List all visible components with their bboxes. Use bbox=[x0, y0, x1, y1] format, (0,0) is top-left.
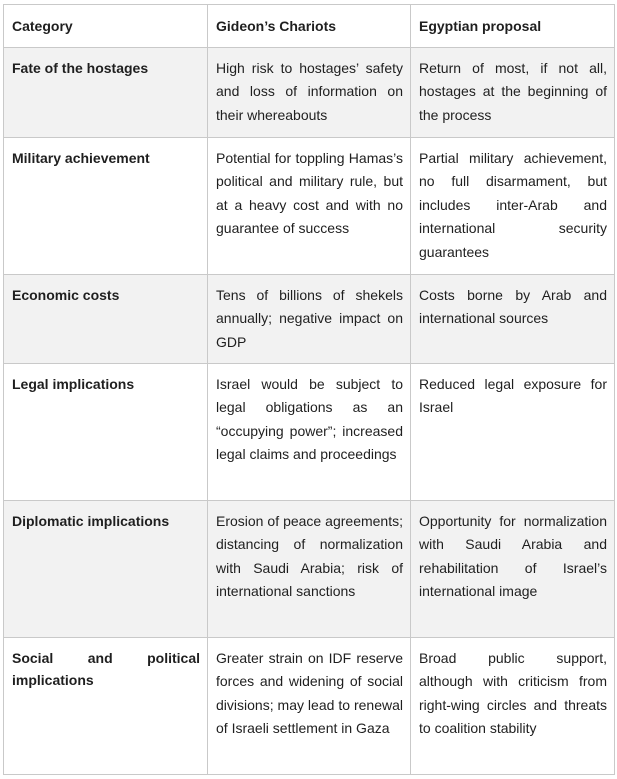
table-row bbox=[4, 637, 615, 774]
row-egyptian-cell: Costs borne by Arab and international sources bbox=[411, 274, 615, 363]
row-egyptian-cell: Opportunity for normalization with Saudi Arabia and rehabilitation of Israel’s international image bbox=[411, 500, 615, 637]
comparison-table bbox=[3, 4, 615, 775]
row-category: Social and political implications bbox=[4, 637, 208, 774]
row-category: Military achievement bbox=[4, 137, 208, 274]
row-egyptian-cell: Return of most, if not all, hostages at the beginning of the process bbox=[411, 47, 615, 137]
table-row bbox=[4, 274, 615, 363]
row-category: Legal implications bbox=[4, 363, 208, 500]
table-row bbox=[4, 363, 615, 500]
row-egyptian-cell: Partial military achievement, no full disarmament, but includes inter-Arab and international security guarantees bbox=[411, 137, 615, 274]
row-egyptian-cell: Reduced legal exposure for Israel bbox=[411, 363, 615, 500]
row-gideon-cell: High risk to hostages’ safety and loss of information on their whereabouts bbox=[208, 47, 411, 137]
row-egyptian-cell: Broad public support, although with criticism from right-wing circles and threats to coalition stability bbox=[411, 637, 615, 774]
row-gideon-cell: Greater strain on IDF reserve forces and widening of social divisions; may lead to renewal of Israeli settlement in Gaza bbox=[208, 637, 411, 774]
row-category: Economic costs bbox=[4, 274, 208, 363]
row-gideon-cell: Israel would be subject to legal obligations as an “occupying power”; increased legal claims and proceedings bbox=[208, 363, 411, 500]
row-gideon-cell: Tens of billions of shekels annually; negative impact on GDP bbox=[208, 274, 411, 363]
comparison-table-wrapper bbox=[3, 4, 614, 775]
table-row bbox=[4, 500, 615, 637]
row-gideon-cell: Erosion of peace agreements; distancing of normalization with Saudi Arabia; risk of international sanctions bbox=[208, 500, 411, 637]
row-category: Diplomatic implications bbox=[4, 500, 208, 637]
header-gideons-chariots: Gideon’s Chariots bbox=[208, 5, 411, 48]
table-row bbox=[4, 137, 615, 274]
row-gideon-cell: Potential for toppling Hamas’s political and military rule, but at a heavy cost and with no guarantee of success bbox=[208, 137, 411, 274]
header-egyptian-proposal: Egyptian proposal bbox=[411, 5, 615, 48]
table-header-row bbox=[4, 5, 615, 48]
row-category: Fate of the hostages bbox=[4, 47, 208, 137]
table-row bbox=[4, 47, 615, 137]
header-category: Category bbox=[4, 5, 208, 48]
